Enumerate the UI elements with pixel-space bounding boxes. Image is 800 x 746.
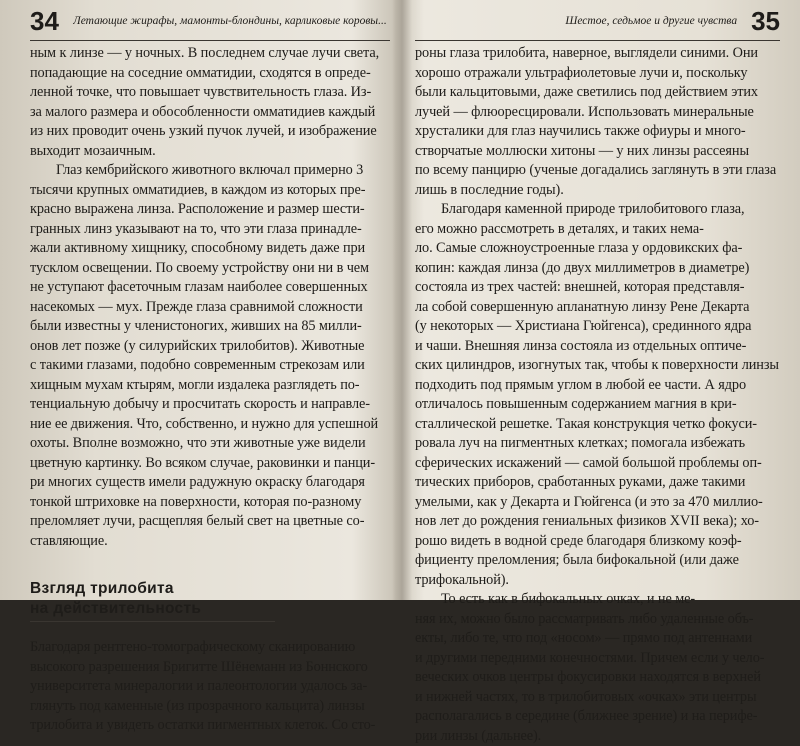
text-line: ленной точке, что повышает чувствительность глаза. Из- [30, 83, 390, 103]
section-heading-rule [30, 621, 275, 622]
text-line: лучей — флюоресцировали. Использовать минеральные [415, 103, 780, 123]
text-line: его можно рассмотреть в деталях, и таких нема- [415, 220, 780, 240]
text-line: ровала луч на пигментных клетках; помогала избежать [415, 434, 780, 454]
left-running-title: Летающие жирафы, мамонты-блондины, карликовые коровы... [73, 15, 387, 27]
text-line: попадающие на соседние омматидии, сходятся в опреде- [30, 64, 390, 84]
text-line: лишь в последние годы). [415, 181, 780, 201]
text-line: ло. Самые сложноустроенные глаза у ордовикских фа- [415, 239, 780, 259]
text-line: ние ее движения. Что, собственно, и нужно для успешной [30, 415, 390, 435]
text-line: сферических искажений — самой большой проблемы оп- [415, 454, 780, 474]
text-line: тусклом освещении. По своему устройству они ни в чем [30, 259, 390, 279]
text-line: тических приборов, сработанных руками, даже такими [415, 473, 780, 493]
text-line: ских цилиндров, изогнутых так, чтобы к поверхности линзы [415, 356, 780, 376]
text-line: тысячи крупных омматидиев, в каждом из которых пре- [30, 181, 390, 201]
text-line: гранных линз указывают на то, что эти глаза принадле- [30, 220, 390, 240]
text-line: преломляет лучи, расщепляя белый свет на цветные со- [30, 512, 390, 532]
text-line: состояла из трех частей: внешней, которая представля- [415, 278, 780, 298]
text-line: сталлической решетке. Такая конструкция четко фокуси- [415, 415, 780, 435]
text-line: трифокальной). [415, 571, 780, 591]
text-line: рии линзы (дальнее). [415, 727, 780, 746]
text-line: тенциальную добычу и просчитать скорость и направле- [30, 395, 390, 415]
left-page-number: 34 [30, 8, 59, 34]
book-gutter [392, 0, 412, 600]
text-line: красно выражена линза. Расположение и размер шести- [30, 200, 390, 220]
text-line: по всему панцирю (ученые догадались заглянуть в эти глаза [415, 161, 780, 181]
section-heading-line-1: Взгляд трилобита [30, 579, 390, 599]
text-line: нов лет до рождения гениальных физиков XVII века); хо- [415, 512, 780, 532]
text-line: университета минералогии и палеонтологии удалось за- [30, 677, 390, 697]
text-line: ным к линзе — у ночных. В последнем случае лучи света, [30, 44, 390, 64]
text-line: отличалось повышенным содержанием магния в кри- [415, 395, 780, 415]
text-line: глянуть под каменные (из прозрачного кальцита) линзы [30, 697, 390, 717]
text-line: и нижней частях, то в трилобитовых «очках» эти центры [415, 688, 780, 708]
text-line: Глаз кембрийского животного включал примерно 3 [30, 161, 390, 181]
text-line: хорошо отражали ультрафиолетовые лучи и, поскольку [415, 64, 780, 84]
text-line: за малого размера и обособленности омматидиев каждый [30, 103, 390, 123]
text-line: насекомых — мух. Прежде глаза сравнимой сложности [30, 298, 390, 318]
text-line: подходить под прямым углом в любой ее части. А ядро [415, 376, 780, 396]
right-header-rule [415, 40, 780, 41]
text-line: То есть как в бифокальных очках, и не ме- [415, 590, 780, 610]
text-line: были известны у членистоногих, живших на 85 милли- [30, 317, 390, 337]
text-line: были кальцитовыми, даже светились под действием этих [415, 83, 780, 103]
text-line: ставляющие. [30, 532, 390, 552]
right-running-head [415, 4, 780, 38]
right-page-body [415, 44, 780, 746]
text-line: веческих очков центры фокусировки находятся в верхней [415, 668, 780, 688]
left-header-rule [30, 40, 390, 41]
text-line: располагались в середине (ближнее зрение) и на перифе- [415, 707, 780, 727]
text-line: умелыми, как у Декарта и Гюйгенса (и это за 470 миллио- [415, 493, 780, 513]
text-line: екты, либо те, что под «носом» — прямо под антеннами [415, 629, 780, 649]
text-line: выходит мозаичным. [30, 142, 390, 162]
text-line: не уступают фасеточным глазам наиболее совершенных [30, 278, 390, 298]
right-page [415, 0, 780, 600]
section-heading-line-2: на действительность [30, 599, 390, 619]
text-line: с такими глазами, подобно современным стрекозам или [30, 356, 390, 376]
right-running-title: Шестое, седьмое и другие чувства [565, 15, 737, 27]
text-line: цветную картинку. Во всяком случае, раковинки и панци- [30, 454, 390, 474]
left-page-body [30, 44, 390, 736]
text-line: и чаши. Внешняя линза состояла из отдельных оптиче- [415, 337, 780, 357]
text-line: фициенту преломления; была бифокальной (или даже [415, 551, 780, 571]
text-line: (у некоторых — Христиана Гюйгенса), срединного ядра [415, 317, 780, 337]
left-page [30, 0, 390, 600]
text-line: Благодаря каменной природе трилобитового глаза, [415, 200, 780, 220]
text-line: ри многих существ имели радужную окраску благодаря [30, 473, 390, 493]
text-line: няя их, можно было рассматривать либо удаленные объ- [415, 610, 780, 630]
text-line: и другими передними конечностями. Причем если у чело- [415, 649, 780, 669]
text-line: жали активному хищнику, способному видеть даже при [30, 239, 390, 259]
left-running-head [30, 4, 390, 38]
text-line: высокого разрешения Бригитте Шёнеманн из Боннского [30, 658, 390, 678]
right-page-number: 35 [751, 8, 780, 34]
text-line: онов лет позже (у силурийских трилобитов). Животные [30, 337, 390, 357]
text-line: створчатые моллюски хитоны — у них линзы рассеяны [415, 142, 780, 162]
text-line: Благодаря рентгено-томографическому сканированию [30, 638, 390, 658]
text-line: рошо видеть в водной среде благодаря близкому коэф- [415, 532, 780, 552]
text-line: хрусталики для глаз научились также офиуры и много- [415, 122, 780, 142]
text-line: охоты. Вполне возможно, что эти животные уже видели [30, 434, 390, 454]
text-line: ла собой совершенную апланатную линзу Рене Декарта [415, 298, 780, 318]
text-line: хищным мухам ктырям, могли издалека разглядеть по- [30, 376, 390, 396]
text-line: из них проводит очень узкий пучок лучей, и изображение [30, 122, 390, 142]
text-line: трилобита и увидеть остатки пигментных клеток. Со сто- [30, 716, 390, 736]
text-line: роны глаза трилобита, наверное, выглядели синими. Они [415, 44, 780, 64]
text-line: тонкой штриховке на поверхности, которая по-разному [30, 493, 390, 513]
text-line: копин: каждая линза (до двух миллиметров в диаметре) [415, 259, 780, 279]
